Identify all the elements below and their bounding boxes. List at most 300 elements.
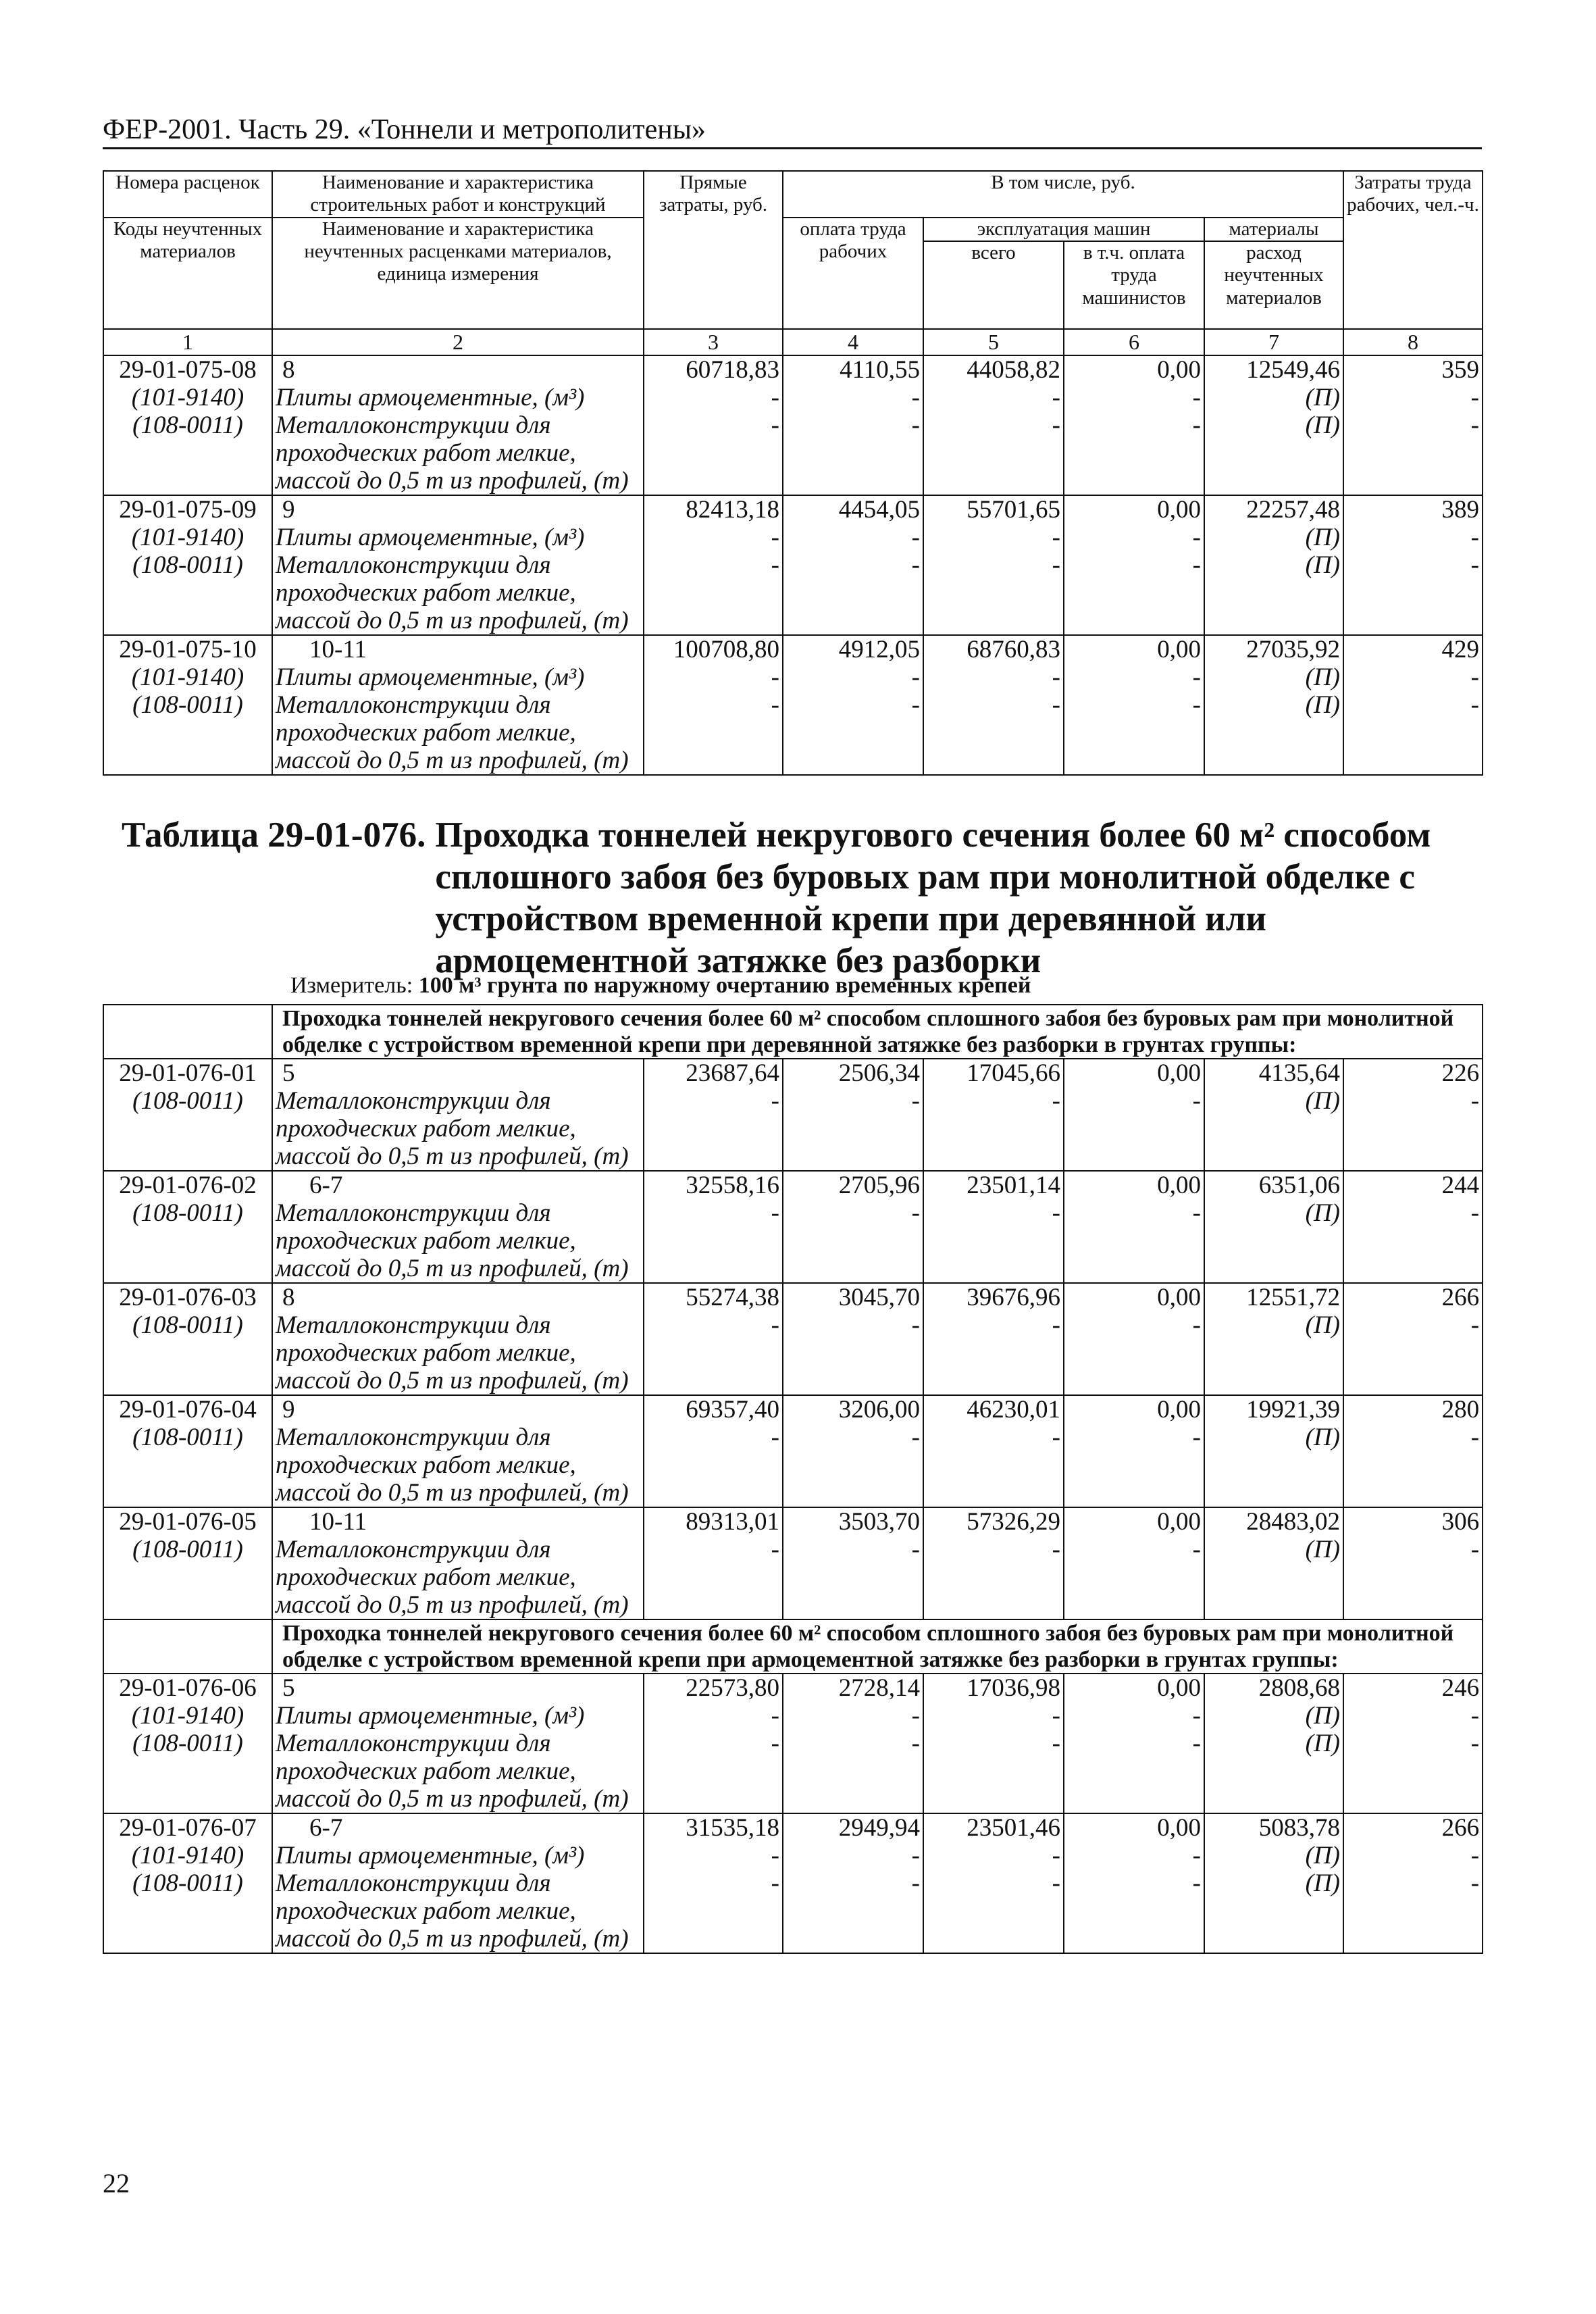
soil-group: 6-7 (309, 1172, 343, 1199)
dash: - (771, 1424, 779, 1451)
dash: - (911, 663, 920, 692)
dash: - (1052, 524, 1060, 552)
dash: - (1192, 1842, 1201, 1869)
rate-code-cell (103, 1283, 272, 1395)
value: 4110,55 (840, 356, 920, 384)
dash: - (1052, 411, 1060, 440)
dash: - (1192, 691, 1201, 720)
dash: - (1052, 1842, 1060, 1869)
material-code: (108-0011) (132, 411, 243, 440)
table-header (103, 171, 1483, 355)
rate-row (103, 355, 1483, 495)
value: 27035,92 (1246, 636, 1340, 664)
dash: - (911, 1842, 920, 1869)
value-machinists (1064, 1171, 1204, 1283)
material-name: Металлоконструкции для (276, 1087, 551, 1115)
rate-name-cell (272, 635, 644, 775)
header-labor: оплата труда рабочих (783, 218, 923, 329)
group-empty-cell (103, 1005, 272, 1059)
dash: - (1470, 663, 1479, 692)
material-name: массой до 0,5 т из профилей, (т) (276, 607, 629, 635)
rate-name-cell (272, 1283, 644, 1395)
soil-group: 9 (282, 1396, 295, 1424)
header-labor-cost: Затраты труда рабочих, чел.-ч. (1343, 171, 1483, 329)
value: 4912,05 (838, 636, 920, 664)
value: 359 (1441, 356, 1479, 384)
rate-code: 29-01-076-03 (119, 1284, 257, 1311)
value-labor (783, 355, 923, 495)
table-title (122, 814, 1466, 982)
value-mat (1204, 495, 1343, 635)
value-mach (923, 495, 1064, 635)
dash: - (771, 1311, 779, 1339)
group-empty-cell (103, 1619, 272, 1674)
rate-name-cell (272, 495, 644, 635)
material-name: проходческих работ мелкие, (276, 1339, 576, 1367)
value: 12551,72 (1246, 1284, 1340, 1311)
measure-line (290, 973, 1031, 999)
value-mat (1204, 1674, 1343, 1813)
material-name: Металлоконструкции для (276, 411, 551, 440)
value: 0,00 (1157, 1059, 1201, 1087)
dash: - (911, 524, 920, 552)
dash: - (771, 524, 779, 552)
value-direct (644, 1283, 783, 1395)
value: 0,00 (1157, 1396, 1201, 1424)
rate-name-cell (272, 1395, 644, 1507)
material-name: Плиты армоцементные, (м³) (276, 1702, 585, 1730)
material-name: проходческих работ мелкие, (276, 439, 576, 468)
dash: (П) (1305, 1199, 1340, 1227)
dash: - (911, 1730, 920, 1757)
rates-table-075 (103, 170, 1483, 776)
material-name: массой до 0,5 т из профилей, (т) (276, 467, 629, 495)
value-machinists (1064, 1283, 1204, 1395)
material-name: массой до 0,5 т из профилей, (т) (276, 1591, 629, 1619)
value: 2705,96 (838, 1172, 920, 1199)
dash: (П) (1305, 1424, 1340, 1451)
material-name: Металлоконструкции для (276, 1869, 551, 1897)
value-direct (644, 1171, 783, 1283)
value: 19921,39 (1246, 1396, 1340, 1424)
soil-group: 6-7 (309, 1814, 343, 1842)
dash: - (911, 1199, 920, 1227)
dash: - (911, 1311, 920, 1339)
value-hours (1343, 1171, 1483, 1283)
value-mach (923, 1283, 1064, 1395)
dash: (П) (1305, 1087, 1340, 1115)
material-name: Металлоконструкции для (276, 551, 551, 580)
value-mat (1204, 1507, 1343, 1619)
soil-group: 10-11 (309, 1508, 367, 1536)
rate-name-cell (272, 1507, 644, 1619)
soil-group: 5 (282, 1059, 295, 1087)
rate-row (103, 1283, 1483, 1395)
material-name: проходческих работ мелкие, (276, 1451, 576, 1479)
rate-code: 29-01-075-09 (119, 496, 257, 524)
soil-group: 10-11 (309, 636, 367, 664)
soil-group: 5 (282, 1674, 295, 1702)
rate-code: 29-01-076-06 (119, 1674, 257, 1702)
index-cell: 2 (272, 329, 644, 355)
dash: - (1470, 1842, 1480, 1869)
value: 55701,65 (967, 496, 1060, 524)
dash: - (1192, 411, 1201, 440)
value: 306 (1441, 1508, 1480, 1536)
value-machinists (1064, 1059, 1204, 1171)
material-name: массой до 0,5 т из профилей, (т) (276, 1785, 629, 1813)
dash: - (911, 1424, 920, 1451)
material-name: массой до 0,5 т из профилей, (т) (276, 1255, 629, 1282)
value-mat (1204, 1059, 1343, 1171)
dash: - (771, 1536, 779, 1563)
material-name: массой до 0,5 т из профилей, (т) (276, 1479, 629, 1507)
dash: - (1192, 551, 1201, 580)
value-direct (644, 635, 783, 775)
value: 89313,01 (686, 1508, 779, 1536)
value-mat (1204, 1395, 1343, 1507)
value: 3503,70 (838, 1508, 920, 1536)
index-cell: 3 (644, 329, 783, 355)
rate-row (103, 1059, 1483, 1171)
rate-code: 29-01-075-08 (119, 356, 257, 384)
dash: - (1052, 384, 1060, 412)
value: 389 (1441, 496, 1479, 524)
rate-name-cell (272, 1059, 644, 1171)
value-mach (923, 1813, 1064, 1953)
soil-group: 8 (282, 1284, 295, 1311)
value-hours (1343, 1507, 1483, 1619)
dash: - (1192, 1087, 1201, 1115)
value: 266 (1441, 1814, 1480, 1842)
header-direct: Прямые затраты, руб. (644, 171, 783, 329)
index-cell: 6 (1064, 329, 1204, 355)
value-machinists (1064, 1395, 1204, 1507)
measure-value: 100 м³ грунта по наружному очертанию временных крепей (418, 973, 1031, 998)
rate-code: 29-01-076-05 (119, 1508, 257, 1536)
value-direct (644, 355, 783, 495)
value-mat (1204, 355, 1343, 495)
value: 44058,82 (967, 356, 1060, 384)
dash: - (1192, 1424, 1201, 1451)
rate-row (103, 1674, 1483, 1813)
dash: (П) (1305, 1730, 1340, 1757)
dash: - (911, 551, 920, 580)
rate-code-cell (103, 355, 272, 495)
value-hours (1343, 495, 1483, 635)
value-labor (783, 1171, 923, 1283)
material-code: (108-0011) (132, 1869, 243, 1897)
value-mat (1204, 1283, 1343, 1395)
dash: - (1052, 663, 1060, 692)
value-hours (1343, 635, 1483, 775)
dash: - (911, 1869, 920, 1897)
dash: - (1052, 1199, 1060, 1227)
value: 2949,94 (838, 1814, 920, 1842)
value: 266 (1441, 1284, 1480, 1311)
measure-label: Измеритель: (290, 973, 413, 998)
dash: (П) (1305, 1869, 1340, 1897)
value: 429 (1441, 636, 1479, 664)
value-direct (644, 1813, 783, 1953)
dash: - (911, 691, 920, 720)
value-labor (783, 1283, 923, 1395)
rate-name-cell (272, 1813, 644, 1953)
material-name: Металлоконструкции для (276, 1536, 551, 1563)
value: 55274,38 (686, 1284, 779, 1311)
dash: (П) (1305, 384, 1340, 412)
value: 22257,48 (1246, 496, 1340, 524)
header-materials-unacc: расход неучтенных материалов (1204, 241, 1343, 329)
dash: - (1052, 1869, 1060, 1897)
header-machines-total: всего (923, 241, 1064, 329)
dash: - (1470, 411, 1479, 440)
material-name: Металлоконструкции для (276, 1311, 551, 1339)
value: 28483,02 (1246, 1508, 1340, 1536)
value: 12549,46 (1246, 356, 1340, 384)
rate-code-cell (103, 1507, 272, 1619)
value-machinists (1064, 1674, 1204, 1813)
value: 3045,70 (838, 1284, 920, 1311)
value-machinists (1064, 495, 1204, 635)
value: 0,00 (1157, 356, 1201, 384)
header-machinists: в т.ч. оплата труда машинистов (1064, 241, 1204, 329)
dash: - (911, 1087, 920, 1115)
value: 46230,01 (967, 1396, 1060, 1424)
dash: - (1052, 551, 1060, 580)
dash: - (1192, 1702, 1201, 1730)
value-machinists (1064, 1507, 1204, 1619)
rate-row (103, 1507, 1483, 1619)
value: 226 (1441, 1059, 1480, 1087)
value: 31535,18 (686, 1814, 779, 1842)
value-hours (1343, 355, 1483, 495)
dash: (П) (1305, 1311, 1340, 1339)
rate-code-cell (103, 495, 272, 635)
material-name: массой до 0,5 т из профилей, (т) (276, 747, 629, 775)
dash: - (771, 1869, 779, 1897)
dash: - (1470, 1730, 1480, 1757)
value: 39676,96 (967, 1284, 1060, 1311)
rate-code-cell (103, 1674, 272, 1813)
value: 69357,40 (686, 1396, 779, 1424)
table-title-text: Проходка тоннелей некругового сечения более 60 м² способом сплошного забоя без буровых рам при монолитной обделке с устройством временной крепи при деревянной или армоцементной затяжке без разборки (435, 815, 1431, 980)
dash: - (1470, 384, 1479, 412)
header-code-bottom: Коды неучтенных материалов (103, 218, 272, 329)
value-mach (923, 1395, 1064, 1507)
value-machinists (1064, 1813, 1204, 1953)
value-hours (1343, 1059, 1483, 1171)
dash: - (1192, 1199, 1201, 1227)
value: 6351,06 (1258, 1172, 1340, 1199)
index-cell: 7 (1204, 329, 1343, 355)
group-row (103, 1619, 1483, 1674)
value: 5083,78 (1258, 1814, 1340, 1842)
dash: - (771, 1730, 779, 1757)
dash: - (771, 1087, 779, 1115)
value: 57326,29 (967, 1508, 1060, 1536)
value-mach (923, 1674, 1064, 1813)
rate-row (103, 495, 1483, 635)
value: 60718,83 (686, 356, 779, 384)
rates-table-076 (103, 1004, 1483, 1954)
dash: (П) (1305, 1842, 1340, 1869)
material-code: (101-9140) (131, 663, 244, 692)
dash: - (1052, 691, 1060, 720)
material-code: (108-0011) (132, 1730, 243, 1757)
material-name: проходческих работ мелкие, (276, 1897, 576, 1925)
value: 23501,14 (967, 1172, 1060, 1199)
dash: - (911, 384, 920, 412)
dash: - (771, 1842, 779, 1869)
rate-row (103, 1171, 1483, 1283)
index-cell: 4 (783, 329, 923, 355)
material-name: проходческих работ мелкие, (276, 579, 576, 607)
dash: - (1052, 1424, 1060, 1451)
rate-code-cell (103, 1059, 272, 1171)
index-cell: 8 (1343, 329, 1483, 355)
rate-code-cell (103, 635, 272, 775)
value: 23687,64 (686, 1059, 779, 1087)
value: 0,00 (1157, 1172, 1201, 1199)
page-number: 22 (103, 2168, 130, 2198)
dash: - (1470, 1869, 1480, 1897)
material-name: проходческих работ мелкие, (276, 719, 576, 747)
rate-name-cell (272, 1674, 644, 1813)
value-mach (923, 355, 1064, 495)
dash: - (1192, 1869, 1201, 1897)
value-mach (923, 1171, 1064, 1283)
header-code-top: Номера расценок (103, 171, 272, 218)
dash: - (771, 551, 779, 580)
dash: - (1470, 1702, 1480, 1730)
value-mat (1204, 1813, 1343, 1953)
value: 246 (1441, 1674, 1480, 1702)
value: 32558,16 (686, 1172, 779, 1199)
rate-row (103, 1813, 1483, 1953)
material-name: Металлоконструкции для (276, 1199, 551, 1227)
value: 0,00 (1157, 636, 1201, 664)
value: 0,00 (1157, 1674, 1201, 1702)
value: 0,00 (1157, 496, 1201, 524)
dash: - (771, 663, 779, 692)
material-name: проходческих работ мелкие, (276, 1563, 576, 1591)
material-code: (108-0011) (132, 1087, 243, 1115)
value-labor (783, 635, 923, 775)
dash: - (1192, 524, 1201, 552)
rate-name-cell (272, 355, 644, 495)
value: 22573,80 (686, 1674, 779, 1702)
material-code: (101-9140) (131, 1842, 244, 1869)
value: 2506,34 (838, 1059, 920, 1087)
material-code: (101-9140) (131, 1702, 244, 1730)
table-label: Таблица 29-01-076. (122, 815, 426, 855)
rate-code: 29-01-076-01 (119, 1059, 257, 1087)
header-name-top: Наименование и характеристика строительных работ и конструкций (272, 171, 644, 218)
material-name: Плиты армоцементные, (м³) (276, 663, 585, 692)
dash: - (1052, 1087, 1060, 1115)
dash: - (911, 1702, 920, 1730)
dash: - (771, 1702, 779, 1730)
index-cell: 5 (923, 329, 1064, 355)
rate-code: 29-01-076-02 (119, 1172, 257, 1199)
value: 3206,00 (838, 1396, 920, 1424)
value-direct (644, 495, 783, 635)
value: 100708,80 (673, 636, 779, 664)
value-hours (1343, 1283, 1483, 1395)
value-machinists (1064, 355, 1204, 495)
dash: (П) (1305, 411, 1340, 440)
dash: - (771, 691, 779, 720)
value-hours (1343, 1395, 1483, 1507)
header-incl: В том числе, руб. (783, 171, 1343, 218)
value: 2728,14 (838, 1674, 920, 1702)
dash: (П) (1305, 663, 1340, 692)
header-rule (103, 147, 1482, 149)
material-code: (108-0011) (132, 1536, 243, 1563)
value-direct (644, 1674, 783, 1813)
dash: - (1470, 1536, 1480, 1563)
material-name: массой до 0,5 т из профилей, (т) (276, 1925, 629, 1953)
dash: - (1052, 1311, 1060, 1339)
material-code: (108-0011) (132, 1424, 243, 1451)
material-code: (101-9140) (131, 384, 244, 412)
value-direct (644, 1395, 783, 1507)
dash: - (1192, 1536, 1201, 1563)
value-machinists (1064, 635, 1204, 775)
header-materials: материалы (1204, 218, 1343, 241)
dash: - (1192, 663, 1201, 692)
index-cell: 1 (103, 329, 272, 355)
value: 244 (1441, 1172, 1480, 1199)
value-hours (1343, 1674, 1483, 1813)
value-mat (1204, 1171, 1343, 1283)
dash: - (1470, 691, 1479, 720)
value-labor (783, 1674, 923, 1813)
material-name: Металлоконструкции для (276, 691, 551, 720)
dash: - (1052, 1536, 1060, 1563)
rate-row (103, 1395, 1483, 1507)
dash: - (1052, 1702, 1060, 1730)
value: 4135,64 (1258, 1059, 1340, 1087)
value-labor (783, 495, 923, 635)
dash: (П) (1305, 1702, 1340, 1730)
material-code: (108-0011) (132, 691, 243, 720)
dash: (П) (1305, 524, 1340, 552)
dash: - (1192, 1311, 1201, 1339)
dash: - (1470, 1199, 1480, 1227)
group-heading: Проходка тоннелей некругового сечения более 60 м² способом сплошного забоя без буровых рам при монолитной обделке с устройством временной крепи при армоцементной затяжке без разборки в грунтах группы: (272, 1619, 1483, 1674)
value-mach (923, 1059, 1064, 1171)
value-labor (783, 1507, 923, 1619)
value: 17045,66 (967, 1059, 1060, 1087)
dash: - (1470, 551, 1479, 580)
value: 2808,68 (1258, 1674, 1340, 1702)
header-name-bottom: Наименование и характеристика неучтенных расценками материалов, единица измерения (272, 218, 644, 329)
dash: - (1470, 1311, 1480, 1339)
dash: - (771, 1199, 779, 1227)
value-labor (783, 1395, 923, 1507)
value-labor (783, 1813, 923, 1953)
value: 4454,05 (838, 496, 920, 524)
material-name: Плиты армоцементные, (м³) (276, 384, 585, 412)
material-code: (108-0011) (132, 551, 243, 580)
rate-code: 29-01-076-07 (119, 1814, 257, 1842)
value: 0,00 (1157, 1508, 1201, 1536)
value: 0,00 (1157, 1814, 1201, 1842)
value-mat (1204, 635, 1343, 775)
dash: - (1192, 384, 1201, 412)
